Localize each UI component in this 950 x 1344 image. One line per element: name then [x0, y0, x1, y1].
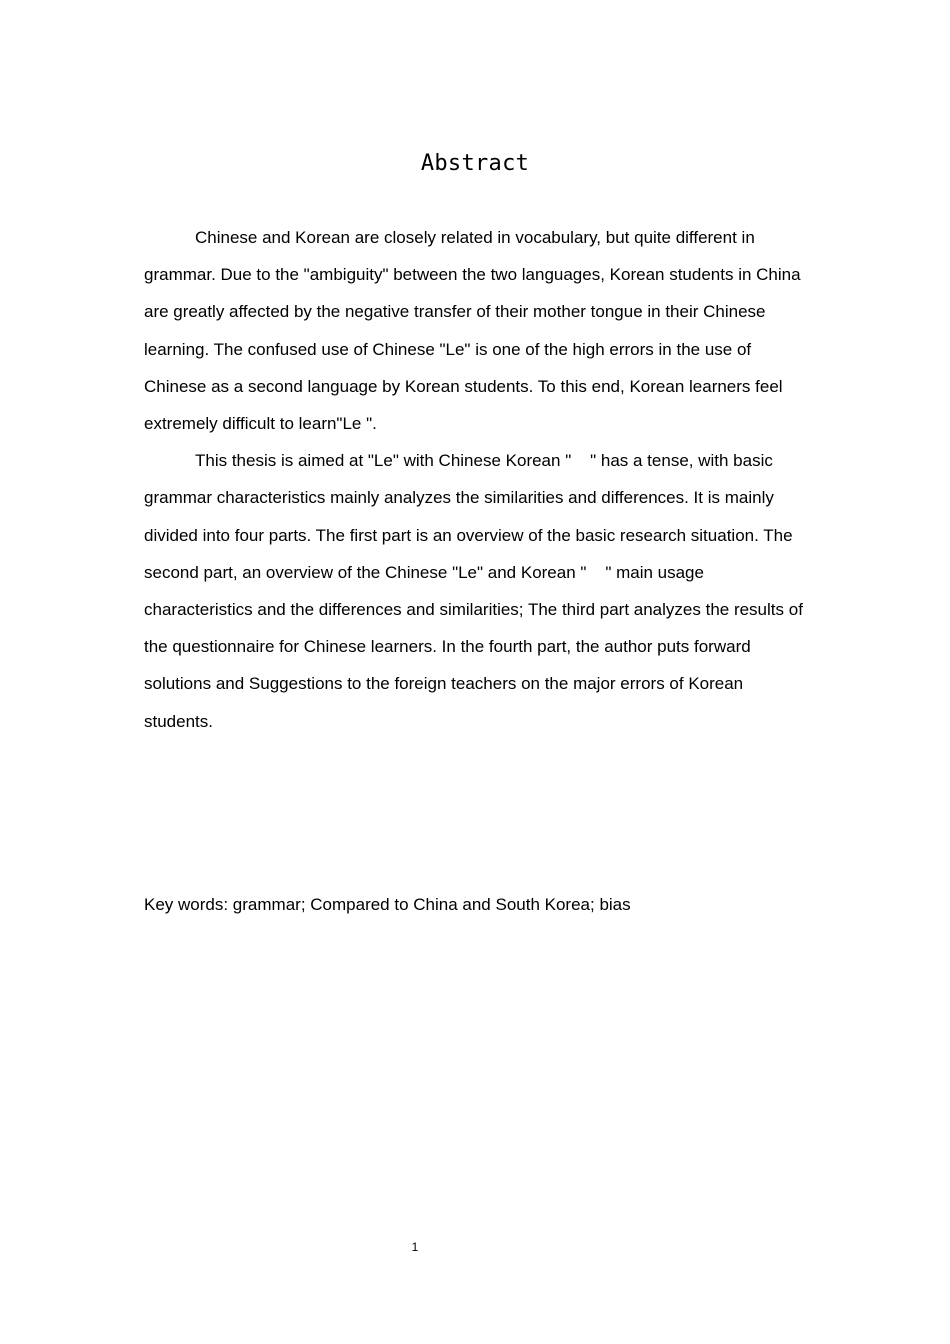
abstract-body [144, 219, 804, 740]
abstract-paragraph-2: This thesis is aimed at "Le" with Chinese Korean " " has a tense, with basic grammar characteristics mainly analyzes the similarities and differences. It is mainly divided into four parts. The first part is an overview of the basic research situation. The second part, an overview of the Chinese "Le" and Korean " " main usage characteristics and the differences and similarities; The third part analyzes the results of the questionnaire for Chinese learners. In the fourth part, the author puts forward solutions and Suggestions to the foreign teachers on the major errors of Korean students. [144, 451, 803, 731]
abstract-paragraph-1: Chinese and Korean are closely related in vocabulary, but quite different in grammar. Due to the "ambiguity" between the two languages, Korean students in China are greatly affected by the negative transfer of their mother tongue in their Chinese learning. The confused use of Chinese "Le" is one of the high errors in the use of Chinese as a second language by Korean students. To this end, Korean learners feel extremely difficult to learn"Le ". [144, 228, 801, 434]
keywords-line: Key words: grammar; Compared to China and South Korea; bias [144, 895, 631, 914]
page-number: 1 [411, 1240, 419, 1254]
abstract-title: Abstract [420, 151, 530, 176]
